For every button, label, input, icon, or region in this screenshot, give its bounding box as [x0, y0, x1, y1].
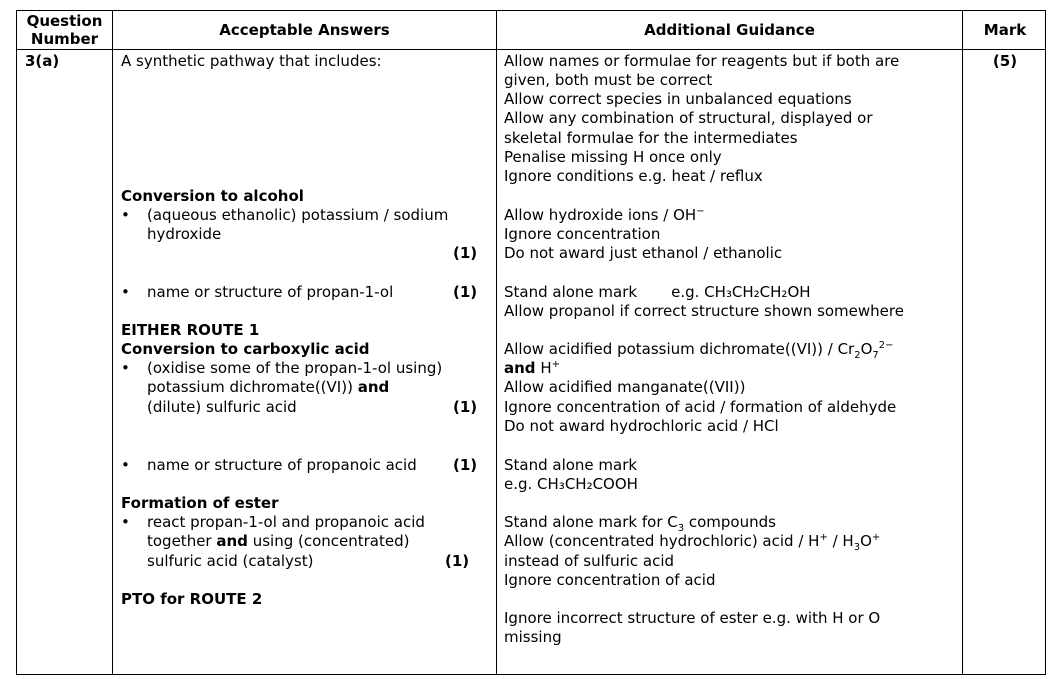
guidance-line: Allow hydroxide ions / OH− [504, 206, 705, 224]
bullet: • [121, 359, 130, 377]
guidance-line: Allow acidified manganate((VII)) [504, 378, 746, 396]
answer-intro: A synthetic pathway that includes: [121, 52, 382, 70]
heading-route-1: EITHER ROUTE 1 [121, 321, 260, 339]
mark-point: (1) [453, 398, 478, 416]
guidance-line: Allow (concentrated hydrochloric) acid / $H^+ / H_3O^+$ [504, 532, 881, 553]
column-divider [962, 11, 963, 674]
guidance-line: Do not award hydrochloric acid / HCl [504, 417, 779, 435]
guidance-line: instead of sulfuric acid [504, 552, 675, 570]
guidance-line: Allow propanol if correct structure shown somewhere [504, 302, 904, 320]
guidance-line: missing [504, 628, 562, 646]
guidance-line: e.g. CH₃CH₂COOH [504, 475, 638, 493]
bullet: • [121, 456, 130, 474]
guidance-line: Penalise missing H once only [504, 148, 722, 166]
answer-line: (oxidise some of the propan-1-ol using) [147, 359, 443, 377]
header-additional-guidance: Additional Guidance [644, 21, 815, 39]
guidance-line: Do not award just ethanol / ethanolic [504, 244, 783, 262]
mark-point: (1) [445, 552, 470, 570]
answer-line: sulfuric acid (catalyst) [147, 552, 314, 570]
heading-conversion-to-alcohol: Conversion to alcohol [121, 187, 304, 205]
guidance-line: Ignore conditions e.g. heat / reflux [504, 167, 763, 185]
guidance-line: Stand alone mark e.g. CH₃CH₂CH₂OH [504, 283, 811, 301]
guidance-line: Allow any combination of structural, displayed or [504, 109, 873, 127]
header-question-number: Question Number [26, 12, 103, 48]
guidance-line: Allow names or formulae for reagents but if both are [504, 52, 900, 70]
guidance-line: Ignore incorrect structure of ester e.g. with H or O [504, 609, 881, 627]
guidance-line: given, both must be correct [504, 71, 713, 89]
guidance-line: Allow correct species in unbalanced equations [504, 90, 852, 108]
guidance-line: and H+ [504, 359, 560, 377]
guidance-line: Ignore concentration [504, 225, 661, 243]
answer-line: name or structure of propanoic acid [147, 456, 417, 474]
bullet: • [121, 513, 130, 531]
bullet: • [121, 283, 130, 301]
pto-note: PTO for ROUTE 2 [121, 590, 263, 608]
mark-point: (1) [453, 244, 478, 262]
guidance-line: Stand alone mark for $C_3$ compounds [504, 513, 776, 534]
guidance-line: Allow acidified potassium dichromate((VI)) / $Cr_2O_7^{2-}$ [504, 340, 894, 361]
guidance-line: Stand alone mark [504, 456, 638, 474]
answer-line: hydroxide [147, 225, 222, 243]
answer-line: react propan-1-ol and propanoic acid [147, 513, 425, 531]
bullet: • [121, 206, 130, 224]
heading-conversion-to-carboxylic-acid: Conversion to carboxylic acid [121, 340, 370, 358]
header-mark: Mark [983, 21, 1027, 39]
guidance-line: Ignore concentration of acid / formation of aldehyde [504, 398, 897, 416]
mark-point: (1) [453, 456, 478, 474]
total-mark: (5) [992, 52, 1018, 70]
mark-point: (1) [453, 283, 478, 301]
answer-line: (aqueous ethanolic) potassium / sodium [147, 206, 449, 224]
column-divider [496, 11, 497, 674]
answer-line: potassium dichromate((VI)) and [147, 378, 390, 396]
header-divider [17, 49, 1045, 50]
answer-line: (dilute) sulfuric acid [147, 398, 297, 416]
heading-formation-of-ester: Formation of ester [121, 494, 279, 512]
guidance-line: Ignore concentration of acid [504, 571, 716, 589]
guidance-line: skeletal formulae for the intermediates [504, 129, 798, 147]
question-number: 3(a) [25, 52, 60, 70]
header-acceptable-answers: Acceptable Answers [219, 21, 390, 39]
answer-line: name or structure of propan-1-ol [147, 283, 394, 301]
column-divider [112, 11, 113, 674]
mark-scheme-table [16, 10, 1046, 675]
answer-line: together and using (concentrated) [147, 532, 410, 550]
